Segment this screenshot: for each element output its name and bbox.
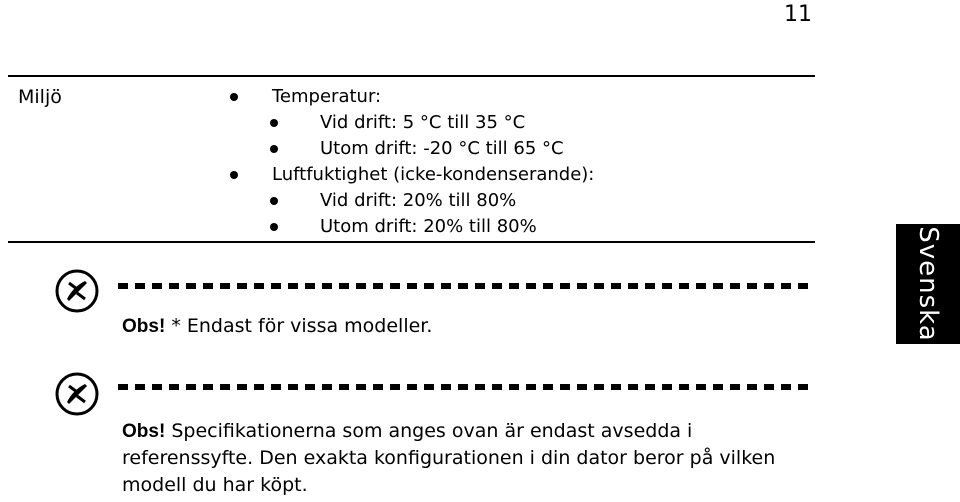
bullet-icon bbox=[270, 119, 278, 127]
bullet-icon bbox=[270, 145, 278, 153]
list-item bbox=[230, 188, 810, 214]
list-item bbox=[230, 84, 810, 110]
language-side-tab-label: Svenska bbox=[913, 226, 943, 342]
note-label: Obs! bbox=[122, 421, 166, 442]
language-side-tab bbox=[896, 224, 960, 344]
note-text bbox=[122, 313, 432, 340]
list-item bbox=[230, 162, 810, 188]
list-item-text: Utom drift: -20 °C till 65 °C bbox=[320, 138, 564, 159]
note-body: Specifikationerna som anges ovan är endast avsedda i referenssyfte. Den exakta konfigurationen i din dator beror på vilken modell du har köpt. bbox=[122, 420, 776, 496]
section-label: Miljö bbox=[18, 86, 62, 108]
note-text bbox=[122, 418, 812, 499]
list-item bbox=[230, 136, 810, 162]
list-item-text: Utom drift: 20% till 80% bbox=[320, 216, 537, 237]
list-item bbox=[230, 214, 810, 240]
page-number: 11 bbox=[784, 2, 812, 27]
note-label: Obs! bbox=[122, 316, 166, 337]
top-rule bbox=[8, 75, 815, 77]
note-divider bbox=[118, 283, 812, 289]
note-body: * Endast för vissa modeller. bbox=[165, 315, 433, 337]
note-icon bbox=[55, 372, 99, 416]
list-item-text: Luftfuktighet (icke-kondenserande): bbox=[272, 164, 595, 185]
list-item-text: Temperatur: bbox=[272, 86, 382, 107]
bottom-rule bbox=[8, 241, 815, 243]
bullet-icon bbox=[230, 171, 238, 179]
list-item-text: Vid drift: 5 °C till 35 °C bbox=[320, 112, 526, 133]
spec-bullet-list bbox=[230, 84, 810, 240]
list-item-text: Vid drift: 20% till 80% bbox=[320, 190, 517, 211]
note-divider bbox=[118, 384, 812, 390]
note-icon bbox=[55, 269, 99, 313]
bullet-icon bbox=[270, 223, 278, 231]
list-item bbox=[230, 110, 810, 136]
bullet-icon bbox=[270, 197, 278, 205]
bullet-icon bbox=[230, 93, 238, 101]
